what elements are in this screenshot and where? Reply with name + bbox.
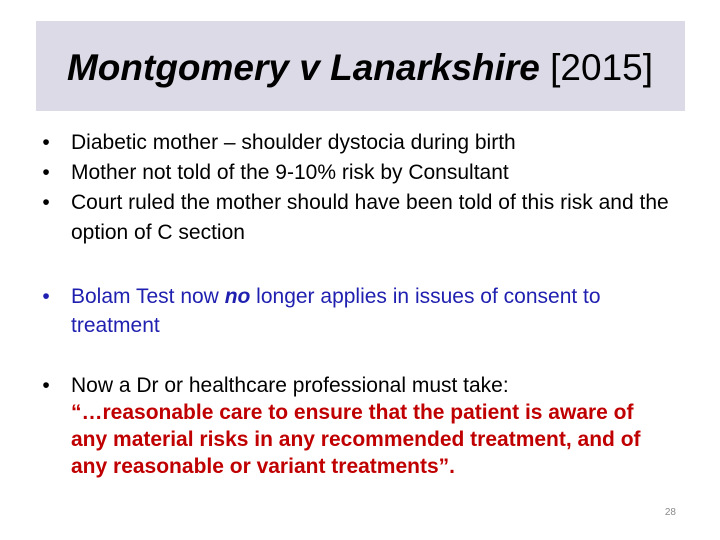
- bolam-text-before: Bolam Test now: [71, 285, 225, 308]
- case-year: [2015]: [550, 47, 654, 88]
- case-name: Montgomery v Lanarkshire: [66, 47, 540, 88]
- bullet-icon: •: [42, 191, 50, 214]
- bullet-text: Court ruled the mother should have been told of this risk and the option of C section: [71, 191, 669, 244]
- bullet-icon: •: [42, 161, 50, 184]
- bullet-icon: •: [42, 131, 50, 154]
- bolam-list: [0, 282, 671, 340]
- bolam-text-after: longer applies in issues of consent to treatment: [71, 285, 601, 337]
- duty-intro: Now a Dr or healthcare professional must take:: [71, 374, 509, 397]
- list-item: [0, 158, 671, 188]
- bullet-text: Mother not told of the 9-10% risk by Consultant: [71, 161, 509, 184]
- list-item: [0, 372, 671, 480]
- bullet-icon: •: [42, 374, 50, 397]
- facts-list: [0, 128, 671, 248]
- slide-number: 28: [664, 507, 676, 518]
- list-item: [0, 188, 671, 248]
- list-item: [0, 128, 671, 158]
- slide-title: [0, 45, 720, 91]
- duty-list: [0, 372, 671, 480]
- list-item: [0, 282, 671, 340]
- bullet-icon: •: [42, 285, 50, 308]
- duty-quote: “…reasonable care to ensure that the patient is aware of any material risks in any recommended treatment, and of any reasonable or variant treatments”.: [71, 401, 641, 478]
- bolam-emphasis: no: [224, 285, 251, 308]
- bullet-text: Diabetic mother – shoulder dystocia during birth: [71, 131, 516, 154]
